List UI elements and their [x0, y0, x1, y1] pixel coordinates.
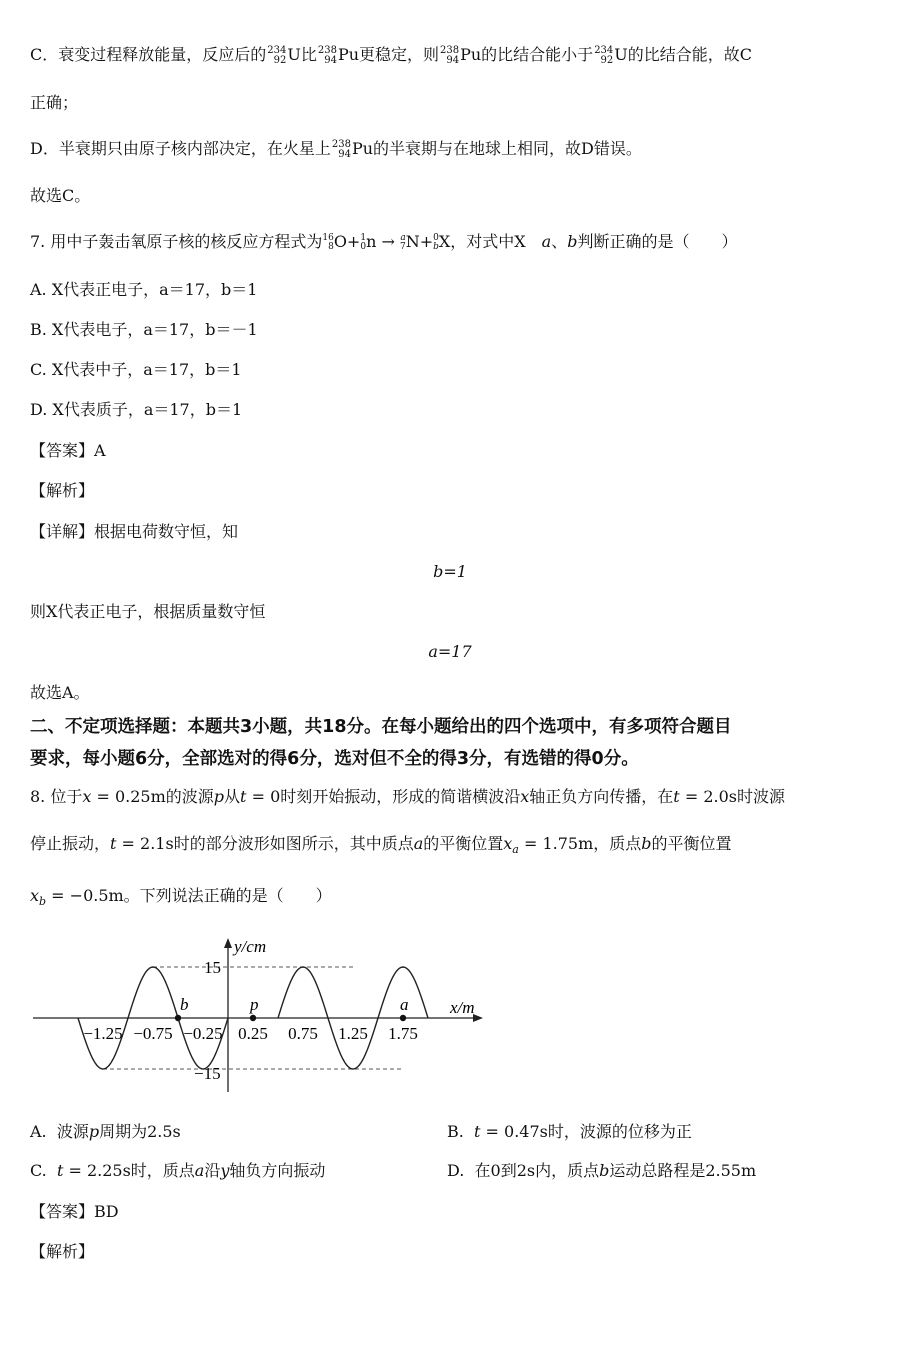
q8-stem-line3: $x_b = -0.5m$。下列说法正确的是（ ）	[30, 886, 332, 909]
q8-stem-line1: 8. 位于x = 0.25m的波源p从t = 0时刻开始振动，形成的简谐横波沿x轴正负方向传播，在t = 2.0s时波源	[30, 787, 785, 806]
point-label-b: b	[180, 995, 189, 1014]
y-axis-label: y/cm	[234, 937, 267, 956]
section2-heading-line1: 二、不定项选择题：本题共3小题，共18分。在每小题给出的四个选项中，有多项符合题目	[30, 717, 732, 737]
x-tick-label: 1.75	[388, 1024, 418, 1043]
x-tick-label: 0.25	[238, 1024, 268, 1043]
q7-answer: 【答案】A	[30, 441, 106, 460]
q7-option-b: B. X代表电子，a＝17，b＝－1	[30, 320, 258, 339]
x-axis-label: x/m	[450, 998, 475, 1017]
y-tick-label: −15	[194, 1064, 221, 1083]
q8-option-d: D. 在0到2s内，质点b运动总路程是2.55m	[447, 1161, 757, 1180]
y-axis-arrow	[224, 938, 232, 948]
q7-detail: 【详解】根据电荷数守恒，知	[30, 522, 239, 541]
section2-heading-line2: 要求，每小题6分，全部选对的得6分，选对但不全的得3分，有选错的得0分。	[30, 749, 639, 769]
prev-option-d: D．半衰期只由原子核内部决定，在火星上238 94Pu的半衰期与在地球上相同，故D错误。	[30, 138, 642, 160]
x-tick-label: −0.25	[183, 1024, 223, 1043]
point-p	[250, 1015, 256, 1021]
q8-answer: 【答案】BD	[30, 1202, 119, 1221]
q8-option-c: C. t = 2.25s时，质点a沿y轴负方向振动	[30, 1161, 326, 1180]
q7-stem: 7. 用中子轰击氧原子核的核反应方程式为16 8O+1 0n → a 7N+0 bX，对式中X a、b判断正确的是（ ）	[30, 232, 738, 252]
q7-analysis: 【解析】	[30, 481, 95, 500]
q7-option-a: A. X代表正电子，a＝17，b＝1	[30, 280, 258, 299]
x-tick-label: 1.25	[338, 1024, 368, 1043]
prev-option-c-line2: 正确；	[30, 93, 79, 112]
prev-conclusion: 故选C。	[30, 186, 91, 205]
x-tick-label: 0.75	[288, 1024, 318, 1043]
point-label-p: p	[250, 995, 259, 1014]
x-tick-label: −1.25	[83, 1024, 123, 1043]
prev-option-c-line1: C．衰变过程释放能量，反应后的234 92U比238 94Pu更稳定，则238 94Pu的比结合能小于234 92U的比结合能，故C	[30, 44, 753, 66]
wave-figure	[25, 930, 495, 1100]
q7-option-d: D. X代表质子，a＝17，b＝1	[30, 400, 243, 419]
x-tick-label: −0.75	[133, 1024, 173, 1043]
y-tick-label: 15	[204, 958, 221, 977]
q7-middle: 则X代表正电子，根据质量数守恒	[30, 602, 266, 621]
q7-option-c: C. X代表中子，a＝17，b＝1	[30, 360, 242, 379]
q7-equation-b: b=1	[433, 562, 467, 581]
q8-stem-line2: 停止振动，t = 2.1s时的部分波形如图所示，其中质点a的平衡位置$x_a = 1.75m$，质点b的平衡位置	[30, 834, 732, 857]
q7-equation-a: a=17	[428, 642, 472, 661]
q8-analysis: 【解析】	[30, 1242, 95, 1261]
q8-option-a: A. 波源p周期为2.5s	[30, 1122, 181, 1141]
q8-option-b: B. t = 0.47s时，波源的位移为正	[447, 1122, 692, 1141]
point-label-a: a	[400, 995, 409, 1014]
point-b	[175, 1015, 181, 1021]
point-a	[400, 1015, 406, 1021]
q7-conclusion: 故选A。	[30, 683, 90, 702]
